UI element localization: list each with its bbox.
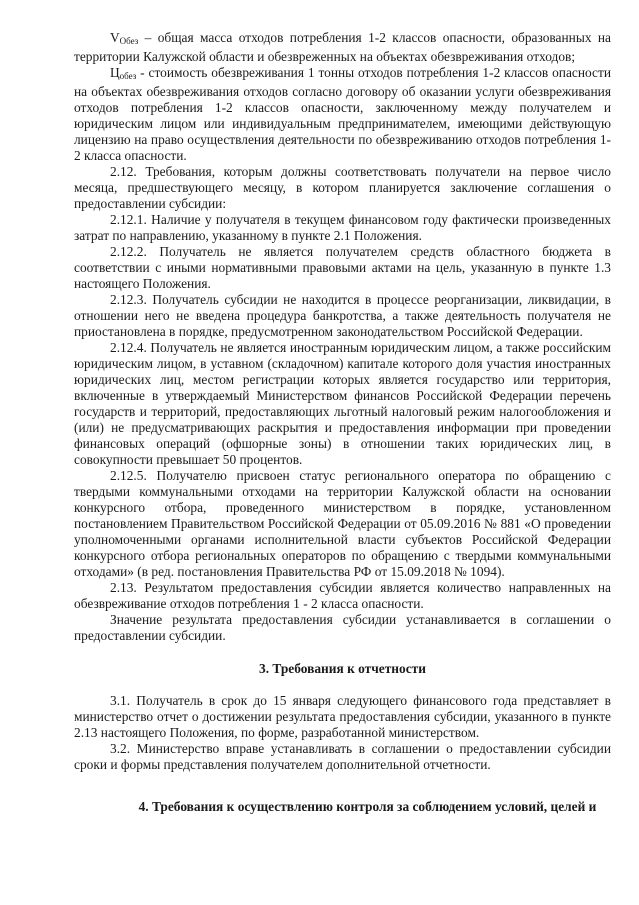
paragraph-2-12: 2.12. Требования, которым должны соответствовать получатели на первое число месяца, предшествующего месяцу, в котором планируется заключение соглашения о предоставлении субсидии: bbox=[74, 164, 611, 211]
paragraph-2-12-4: 2.12.4. Получатель не является иностранным юридическим лицом, а также российским юридическим лицом, в уставном (складочном) капитале которого доля участия иностранных юридических лиц, местом регистрации которых является государство или территория, включенные в утверждаемый Министерством финансов Российской Федерации перечень государств и территорий, предоставляющих льготный налоговый режим налогообложения и (или) не предусматривающих раскрытия и предоставления информации при проведении финансовых операций (офшорные зоны) в отношении таких юридических лиц, в совокупности превышает 50 процентов. bbox=[74, 340, 611, 467]
symbol-c: Ц bbox=[110, 65, 120, 80]
paragraph-2-12-1: 2.12.1. Наличие у получателя в текущем финансовом году фактически произведенных затрат по направлению, указанному в пункте 2.1 Положения. bbox=[74, 212, 611, 243]
symbol-c-subscript: обез bbox=[119, 71, 137, 81]
paragraph-2-12-3: 2.12.3. Получатель субсидии не находится в процессе реорганизации, ликвидации, в отношении него не введена процедура банкротства, а также деятельность получателя не приостановлена в порядке, предусмотренном законодательством Российской Федерации. bbox=[74, 292, 611, 339]
section-3-heading: 3. Требования к отчетности bbox=[259, 661, 426, 676]
paragraph-2-13: 2.13. Результатом предоставления субсидии является количество направленных на обезвреживание отходов потребления 1 - 2 класса опасности. bbox=[74, 580, 611, 611]
paragraph-v-obez-text: – общая масса отходов потребления 1-2 классов опасности, образованных на территории Калужской области и обезвреженных на объектах обезвреживания отходов; bbox=[74, 30, 611, 64]
paragraph-v-obez bbox=[74, 30, 611, 65]
paragraph-c-obez bbox=[74, 65, 611, 164]
paragraph-3-2: 3.2. Министерство вправе устанавливать в соглашении о предоставлении субсидии сроки и формы представления получателем дополнительной отчетности. bbox=[74, 741, 611, 772]
paragraph-3-1: 3.1. Получатель в срок до 15 января следующего финансового года представляет в министерство отчет о достижении результата предоставления субсидии, указанного в пункте 2.13 настоящего Положения, по форме, разработанной министерством. bbox=[74, 693, 611, 740]
section-4-heading: 4. Требования к осуществлению контроля за соблюдением условий, целей и bbox=[138, 799, 597, 814]
symbol-v: V bbox=[110, 30, 120, 45]
paragraph-2-12-5: 2.12.5. Получателю присвоен статус регионального оператора по обращению с твердыми коммунальными отходами на территории Калужской области на основании конкурсного отбора, проведенного министерством в порядке, установленном постановлением Правительством Российской Федерации от 05.09.2016 № 881 «О проведении уполномоченными органами исполнительной власти субъектов Российской Федерации конкурсного отбора региональных операторов по обращению с твердыми коммунальными отходами» (в ред. постановления Правительства РФ от 15.09.2018 № 1094). bbox=[74, 468, 611, 579]
spacer bbox=[74, 644, 611, 661]
paragraph-2-12-2: 2.12.2. Получатель не является получателем средств областного бюджета в соответствии с иными нормативными правовыми актами на цель, указанную в пункте 1.3 настоящего Положения. bbox=[74, 244, 611, 291]
paragraph-c-obez-text: - стоимость обезвреживания 1 тонны отходов потребления 1-2 классов опасности на объектах обезвреживания отходов согласно договору об оказании услуги обезвреживания отходов потребления 1-2 классов опасности, заключенному между получателем и юридическим лицом или индивидуальным предпринимателем, имеющими действующую лицензию на право осуществления деятельности по обезвреживанию отходов потребления 1-2 класса опасности. bbox=[74, 65, 611, 163]
spacer bbox=[74, 773, 611, 799]
symbol-v-subscript: Обез bbox=[119, 36, 139, 46]
spacer bbox=[74, 677, 611, 693]
paragraph-result-value: Значение результата предоставления субсидии устанавливается в соглашении о предоставлении субсидии. bbox=[74, 612, 611, 643]
